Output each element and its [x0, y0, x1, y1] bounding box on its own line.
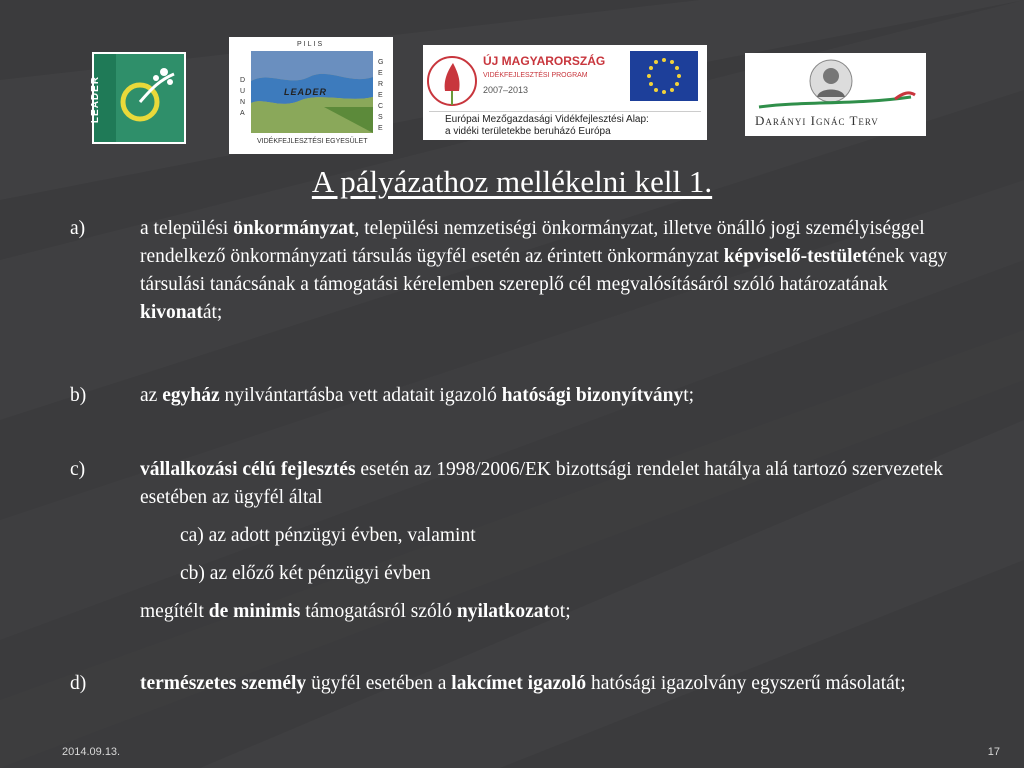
pilis-logo-top: PILIS — [297, 41, 325, 48]
list-marker: d) — [70, 673, 87, 694]
text-segment: hatósági igazolvány egyszerű másolatát; — [586, 673, 906, 694]
daranyi-caption: Darányi Ignác Terv — [755, 113, 879, 128]
footer-date: 2014.09.13. — [62, 746, 121, 758]
text-segment: ének vagy társulási tanácsának a támogatási kérelemben szereplő cél megvalósításáról szóló határozatának — [140, 246, 948, 295]
slide-title: A pályázathoz mellékelni kell 1. — [311, 164, 713, 199]
leader-logo-text: LEADER — [90, 75, 102, 124]
text-segment: nyilvántartásba vett adatait igazoló — [219, 385, 502, 406]
pilis-logo-center: LEADER — [284, 87, 328, 97]
text-segment: megítélt — [140, 601, 209, 622]
emphasized-text: lakcímet igazoló — [451, 673, 587, 694]
text-segment: esetén az 1998/2006/EK bizottsági rendelet hatálya alá tartozó szervezetek esetében az ügyfél által — [140, 459, 943, 508]
eu-flag-icon — [630, 51, 698, 101]
list-item-body — [140, 215, 970, 327]
emphasized-text: természetes személy — [140, 673, 307, 694]
text-segment: a települési — [140, 218, 234, 239]
uj-magyarorszag-logo — [423, 45, 707, 140]
emphasized-text: képviselő-testület — [723, 246, 868, 267]
ujm-eu-line1: Európai Mezőgazdasági Vidékfejlesztési Alap: — [445, 114, 649, 125]
ujm-subtitle: VIDÉKFEJLESZTÉSI PROGRAM — [483, 72, 588, 79]
sub-item-cb: cb) az előző két pénzügyi évben — [180, 563, 431, 584]
text-segment: ügyfél esetében a — [306, 673, 452, 694]
ujm-years: 2007–2013 — [483, 85, 529, 95]
emphasized-text: de minimis — [208, 601, 301, 622]
text-segment: , települési nemzetiségi önkormányzat, illetve önálló jogi személyiséggel rendelkező önkormányzati társulás ügyfél esetén az érintett önkormányzat — [140, 218, 925, 267]
emphasized-text: vállalkozási célú fejlesztés — [140, 459, 356, 480]
list-item-body — [140, 382, 970, 410]
sub-item-ca: ca) az adott pénzügyi évben, valamint — [180, 525, 476, 546]
logo-bar — [0, 0, 1024, 160]
text-segment: át; — [202, 302, 223, 323]
list-marker: b) — [70, 385, 87, 406]
list-item-body — [140, 598, 970, 626]
leader-logo — [92, 52, 186, 144]
emphasized-text: nyilatkozat — [456, 601, 551, 622]
text-segment: az — [140, 385, 163, 406]
emphasized-text: önkormányzat — [233, 218, 355, 239]
page-number: 17 — [987, 746, 1000, 758]
daranyi-ignac-terv-logo — [745, 53, 926, 136]
emphasized-text: kivonat — [140, 302, 203, 323]
list-item-body — [140, 456, 970, 512]
text-segment: t; — [683, 385, 695, 406]
pilis-logo-bottom: VIDÉKFEJLESZTÉSI EGYESÜLET — [257, 138, 368, 145]
list-item-body — [140, 670, 970, 698]
emphasized-text: egyház — [162, 385, 220, 406]
text-segment: támogatásról szóló — [300, 601, 457, 622]
ujm-title: ÚJ MAGYARORSZÁG — [483, 54, 606, 68]
text-segment: ot; — [550, 601, 571, 622]
list-marker: a) — [70, 218, 86, 239]
emphasized-text: hatósági bizonyítvány — [501, 385, 684, 406]
pilis-leader-logo — [229, 37, 393, 154]
pilis-logo-left: DUNA — [240, 77, 246, 117]
list-marker: c) — [70, 459, 86, 480]
pilis-logo-right: GERECSE — [378, 59, 384, 132]
ujm-eu-line2: a vidéki területekbe beruházó Európa — [445, 126, 611, 137]
